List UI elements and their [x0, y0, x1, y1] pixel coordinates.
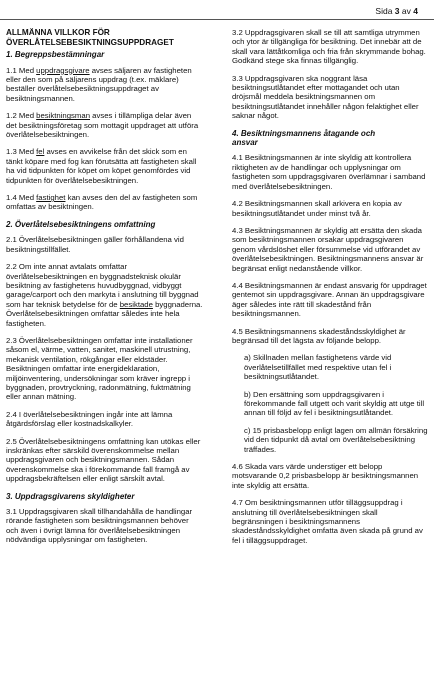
paragraph-4-4: 4.4 Besiktningsmannen är endast ansvarig för uppdraget gentemot sin uppdragsgivare. Annan än uppdragsgivare äger således inte rätt till skadestånd från besiktningsmannen. — [232, 280, 427, 319]
page-number — [375, 6, 418, 16]
paragraph-4-5-c: c) 15 prisbasbelopp enligt lagen om allmän försäkring vid den tidpunkt då avtal om överlåtelsebesiktning träffades. — [244, 425, 428, 454]
paragraph-4-7: 4.7 Om besiktningsmannen utför tilläggsuppdrag i anslutning till överlåtelsebesiktningen skall begränsningen i besiktningsmannens skadeståndsskyldighet omfatta även skada på grund av fel i tilläggsuppdraget. — [232, 498, 423, 545]
paragraph-2-1: 2.1 Överlåtelsebesiktningen gäller förhållandena vid besiktningstillfället. — [6, 235, 184, 254]
paragraph-1-1: 1.1 Med uppdragsgivare avses säljaren av fastigheten eller den som på säljarens uppdrag (t.ex. mäklare) beställer överlåtelsebesiktningsuppdraget av besiktningsmannen. — [6, 65, 192, 103]
paragraph-4-5-b: b) Den ersättning som uppdragsgivaren i förekommande fall utgett och varit skyldig att utge till annan till följd av fel i besiktningsutlåtandet. — [244, 389, 425, 418]
section-1-heading: 1. Begreppsbestämningar — [6, 50, 105, 60]
paragraph-3-3: 3.3 Uppdragsgivaren ska noggrant läsa besiktningsutlåtandet efter mottagandet och utan dröjsmål meddela besiktningsmannen om besiktningsutlåtandet innehåller någon felaktighet eller saknar något. — [232, 73, 419, 121]
section-2-heading: 2. Överlåtelsebesiktningens omfattning — [6, 219, 156, 229]
paragraph-4-3: 4.3 Besiktningsmannen är skyldig att ersätta den skada som besiktningsmannen orsakar uppdragsgivaren genom vårdslöshet eller försummelse vid utförandet av överlåtelsebesiktningen. Besiktningsmannens ansvar är begränsat enligt nedanstående villkor. — [232, 225, 424, 273]
paragraph-1-3: 1.3 Med fel avses en avvikelse från det skick som en tänkt köpare med fog kan förutsätta att fastigheten skall ha vid tidpunkten för köpet om köpet genomfördes vid tidpunkten för överlåtelsebesiktningen. — [6, 147, 197, 185]
paragraph-1-2: 1.2 Med besiktningsman avses i tillämpliga delar även det besiktningsföretag som mottagit uppdraget att utföra överlåtelsebesiktningen. — [6, 111, 199, 140]
current-page: 3 — [394, 6, 400, 16]
paragraph-2-4: 2.4 I överlåtelsebesiktningen ingår inte att lämna åtgärdsförslag eller kostnadskalkyler. — [6, 409, 173, 429]
section-4-heading: 4. Besiktningsmannens åtagande och ansvar — [232, 128, 376, 148]
paragraph-1-4: 1.4 Med fastighet kan avses den del av fastigheten som omfattas av besiktningen. — [6, 193, 198, 212]
page-prefix: Sida — [375, 6, 393, 16]
paragraph-4-5: 4.5 Besiktningsmannens skadeståndsskyldighet är begränsad till det lägsta av följande belopp. — [232, 326, 406, 345]
paragraph-2-5: 2.5 Överlåtelsebesiktningens omfattning kan utökas eller inskränkas efter särskild överenskommelse mellan uppdragsgivaren och besiktningsmannen. Sådan överenskommelse ska i förekommande fall framgå av uppdragsbekräftelsen eller enligt särskilt avtal. — [6, 436, 201, 484]
left-column — [6, 28, 203, 553]
document-title: ALLMÄNNA VILLKOR FÖR ÖVERLÅTELSEBESIKTNINGSUPPDRAGET — [6, 28, 174, 47]
right-column — [232, 28, 429, 553]
paragraph-2-3: 2.3 Överlåtelsebesiktningen omfattar inte installationer såsom el, värme, vatten, sanitet, maskinell utrustning, mekanisk ventilation, rökgångar eller eldstäder. Besiktningen omfattar inte energideklaration, miljöinventering, undersökningar som kräver ingrepp i byggnaden, provtryckning, radonmätning, fuktmätning eller annan mätning. — [6, 335, 193, 402]
paragraph-4-5-a: a) Skillnaden mellan fastighetens värde vid överlåtelsetillfället med respektive utan fel i besiktningsutlåtandet. — [244, 353, 392, 382]
section-3-heading: 3. Uppdragsgivarens skyldigheter — [6, 491, 135, 501]
paragraph-4-2: 4.2 Besiktningsmannen skall arkivera en kopia av besiktningsutlåtandet under minst två år. — [232, 199, 402, 218]
total-pages: 4 — [413, 6, 418, 16]
header-divider — [0, 19, 434, 20]
page-of: av — [401, 6, 411, 16]
paragraph-3-1: 3.1 Uppdragsgivaren skall tillhandahålla de handlingar rörande fastigheten som besiktningsmannen behöver och även i övrigt lämna för överlåtelsebesiktningen nödvändiga upplysningar om fastigheten. — [6, 507, 193, 545]
paragraph-4-1: 4.1 Besiktningsmannen är inte skyldig att kontrollera riktigheten av de handlingar och upplysningar om fastigheten som uppdragsgivaren överlämnar i samband med överlåtelsebesiktningen. — [232, 153, 426, 191]
paragraph-4-6: 4.6 Skada vars värde understiger ett belopp motsvarande 0,2 prisbasbelopp är besiktningsmannen inte skyldig att ersätta. — [232, 462, 419, 490]
paragraph-2-2: 2.2 Om inte annat avtalats omfattar överlåtelsebesiktningen en byggnadsteknisk okulär besiktning av fastighetens huvudbyggnad, vidbyggt garage/carport och den markyta i anslutning till byggnad som har teknisk betydelse för de besiktade byggnaderna. Överlåtelsebesiktningen omfattar således inte hela fastigheten. — [6, 262, 203, 328]
paragraph-3-2: 3.2 Uppdragsgivaren skall se till att samtliga utrymmen och ytor är tillgängliga för besiktning. Det innebär att de skall vara lättåtkomliga och fria från skrymmande bohag. Godkänd stege ska finnas tillgänglig. — [232, 28, 426, 66]
